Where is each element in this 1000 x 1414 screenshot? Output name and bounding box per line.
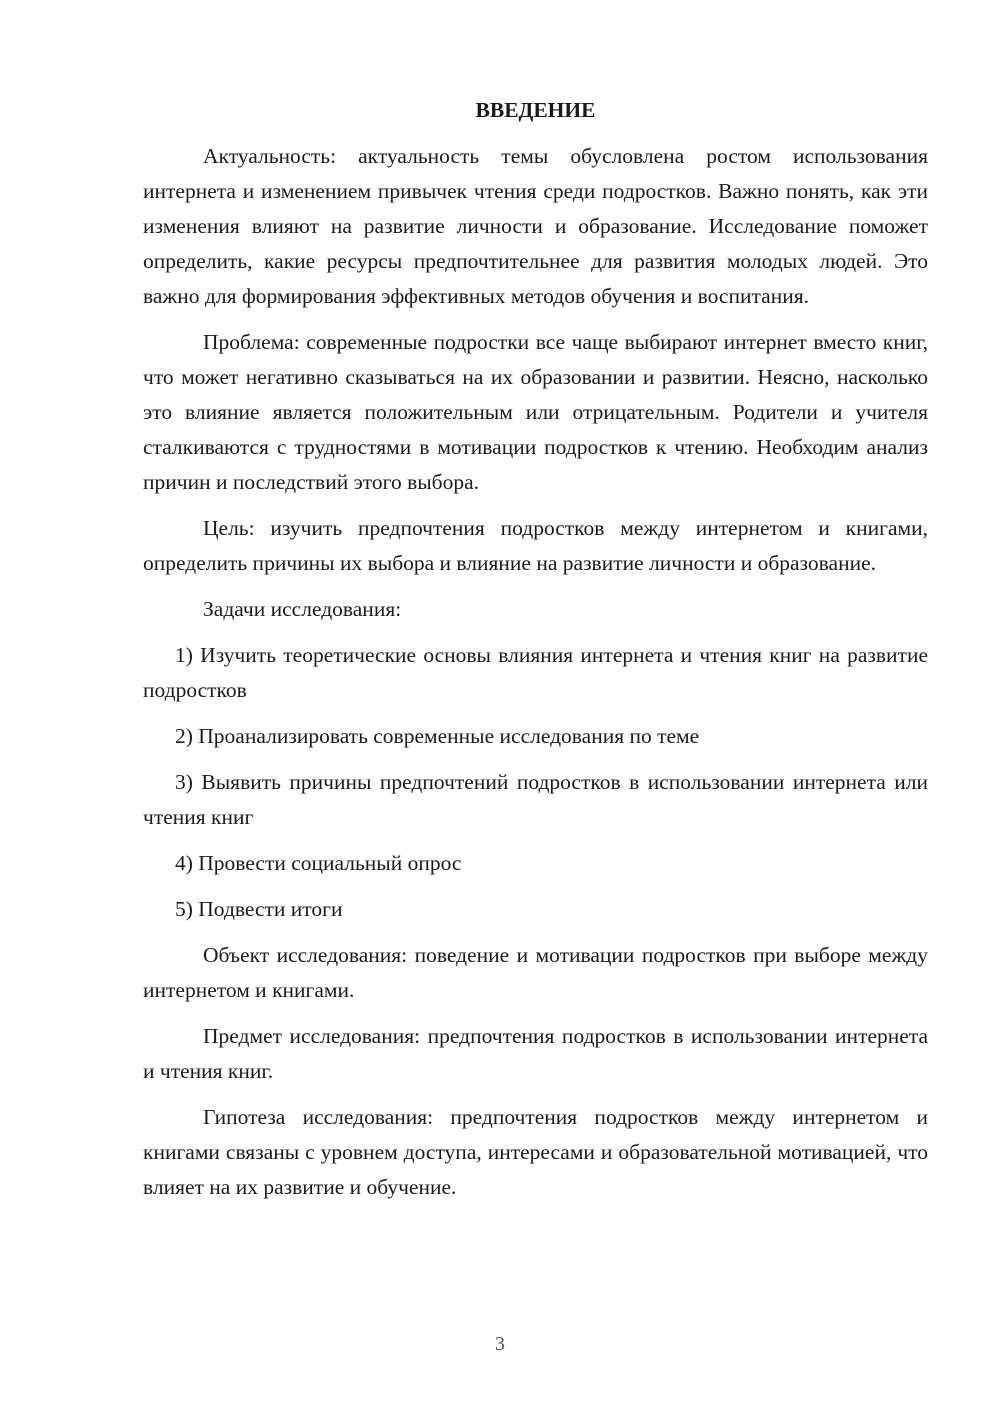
document-page [143,93,928,1216]
task-item-5: 5) Подвести итоги [175,897,343,921]
hypothesis-paragraph: Гипотеза исследования: предпочтения подростков между интернетом и книгами связаны с уровнем доступа, интересами и образовательной мотивацией, что влияет на их развитие и обучение. [143,1105,928,1199]
section-title: ВВЕДЕНИЕ [475,98,596,122]
object-paragraph: Объект исследования: поведение и мотивации подростков при выборе между интернетом и книгами. [143,943,928,1002]
task-item-4: 4) Провести социальный опрос [175,851,462,875]
relevance-paragraph: Актуальность: актуальность темы обусловлена ростом использования интернета и изменением привычек чтения среди подростков. Важно понять, как эти изменения влияют на развитие личности и образование. Исследование поможет определить, какие ресурсы предпочтительнее для развития молодых людей. Это важно для формирования эффективных методов обучения и воспитания. [143,144,928,308]
task-item-1: 1) Изучить теоретические основы влияния интернета и чтения книг на развитие подростков [143,643,928,702]
task-item-3: 3) Выявить причины предпочтений подростков в использовании интернета или чтения книг [143,770,928,829]
tasks-heading: Задачи исследования: [203,597,402,621]
problem-paragraph: Проблема: современные подростки все чаще выбирают интернет вместо книг, что может негативно сказываться на их образовании и развитии. Неясно, насколько это влияние является положительным или отрицательным. Родители и учителя сталкиваются с трудностями в мотивации подростков к чтению. Необходим анализ причин и последствий этого выбора. [143,330,928,494]
goal-paragraph: Цель: изучить предпочтения подростков между интернетом и книгами, определить причины их выбора и влияние на развитие личности и образование. [143,516,928,575]
subject-paragraph: Предмет исследования: предпочтения подростков в использовании интернета и чтения книг. [143,1024,928,1083]
page-number: 3 [495,1333,505,1355]
task-item-2: 2) Проанализировать современные исследования по теме [175,724,700,748]
